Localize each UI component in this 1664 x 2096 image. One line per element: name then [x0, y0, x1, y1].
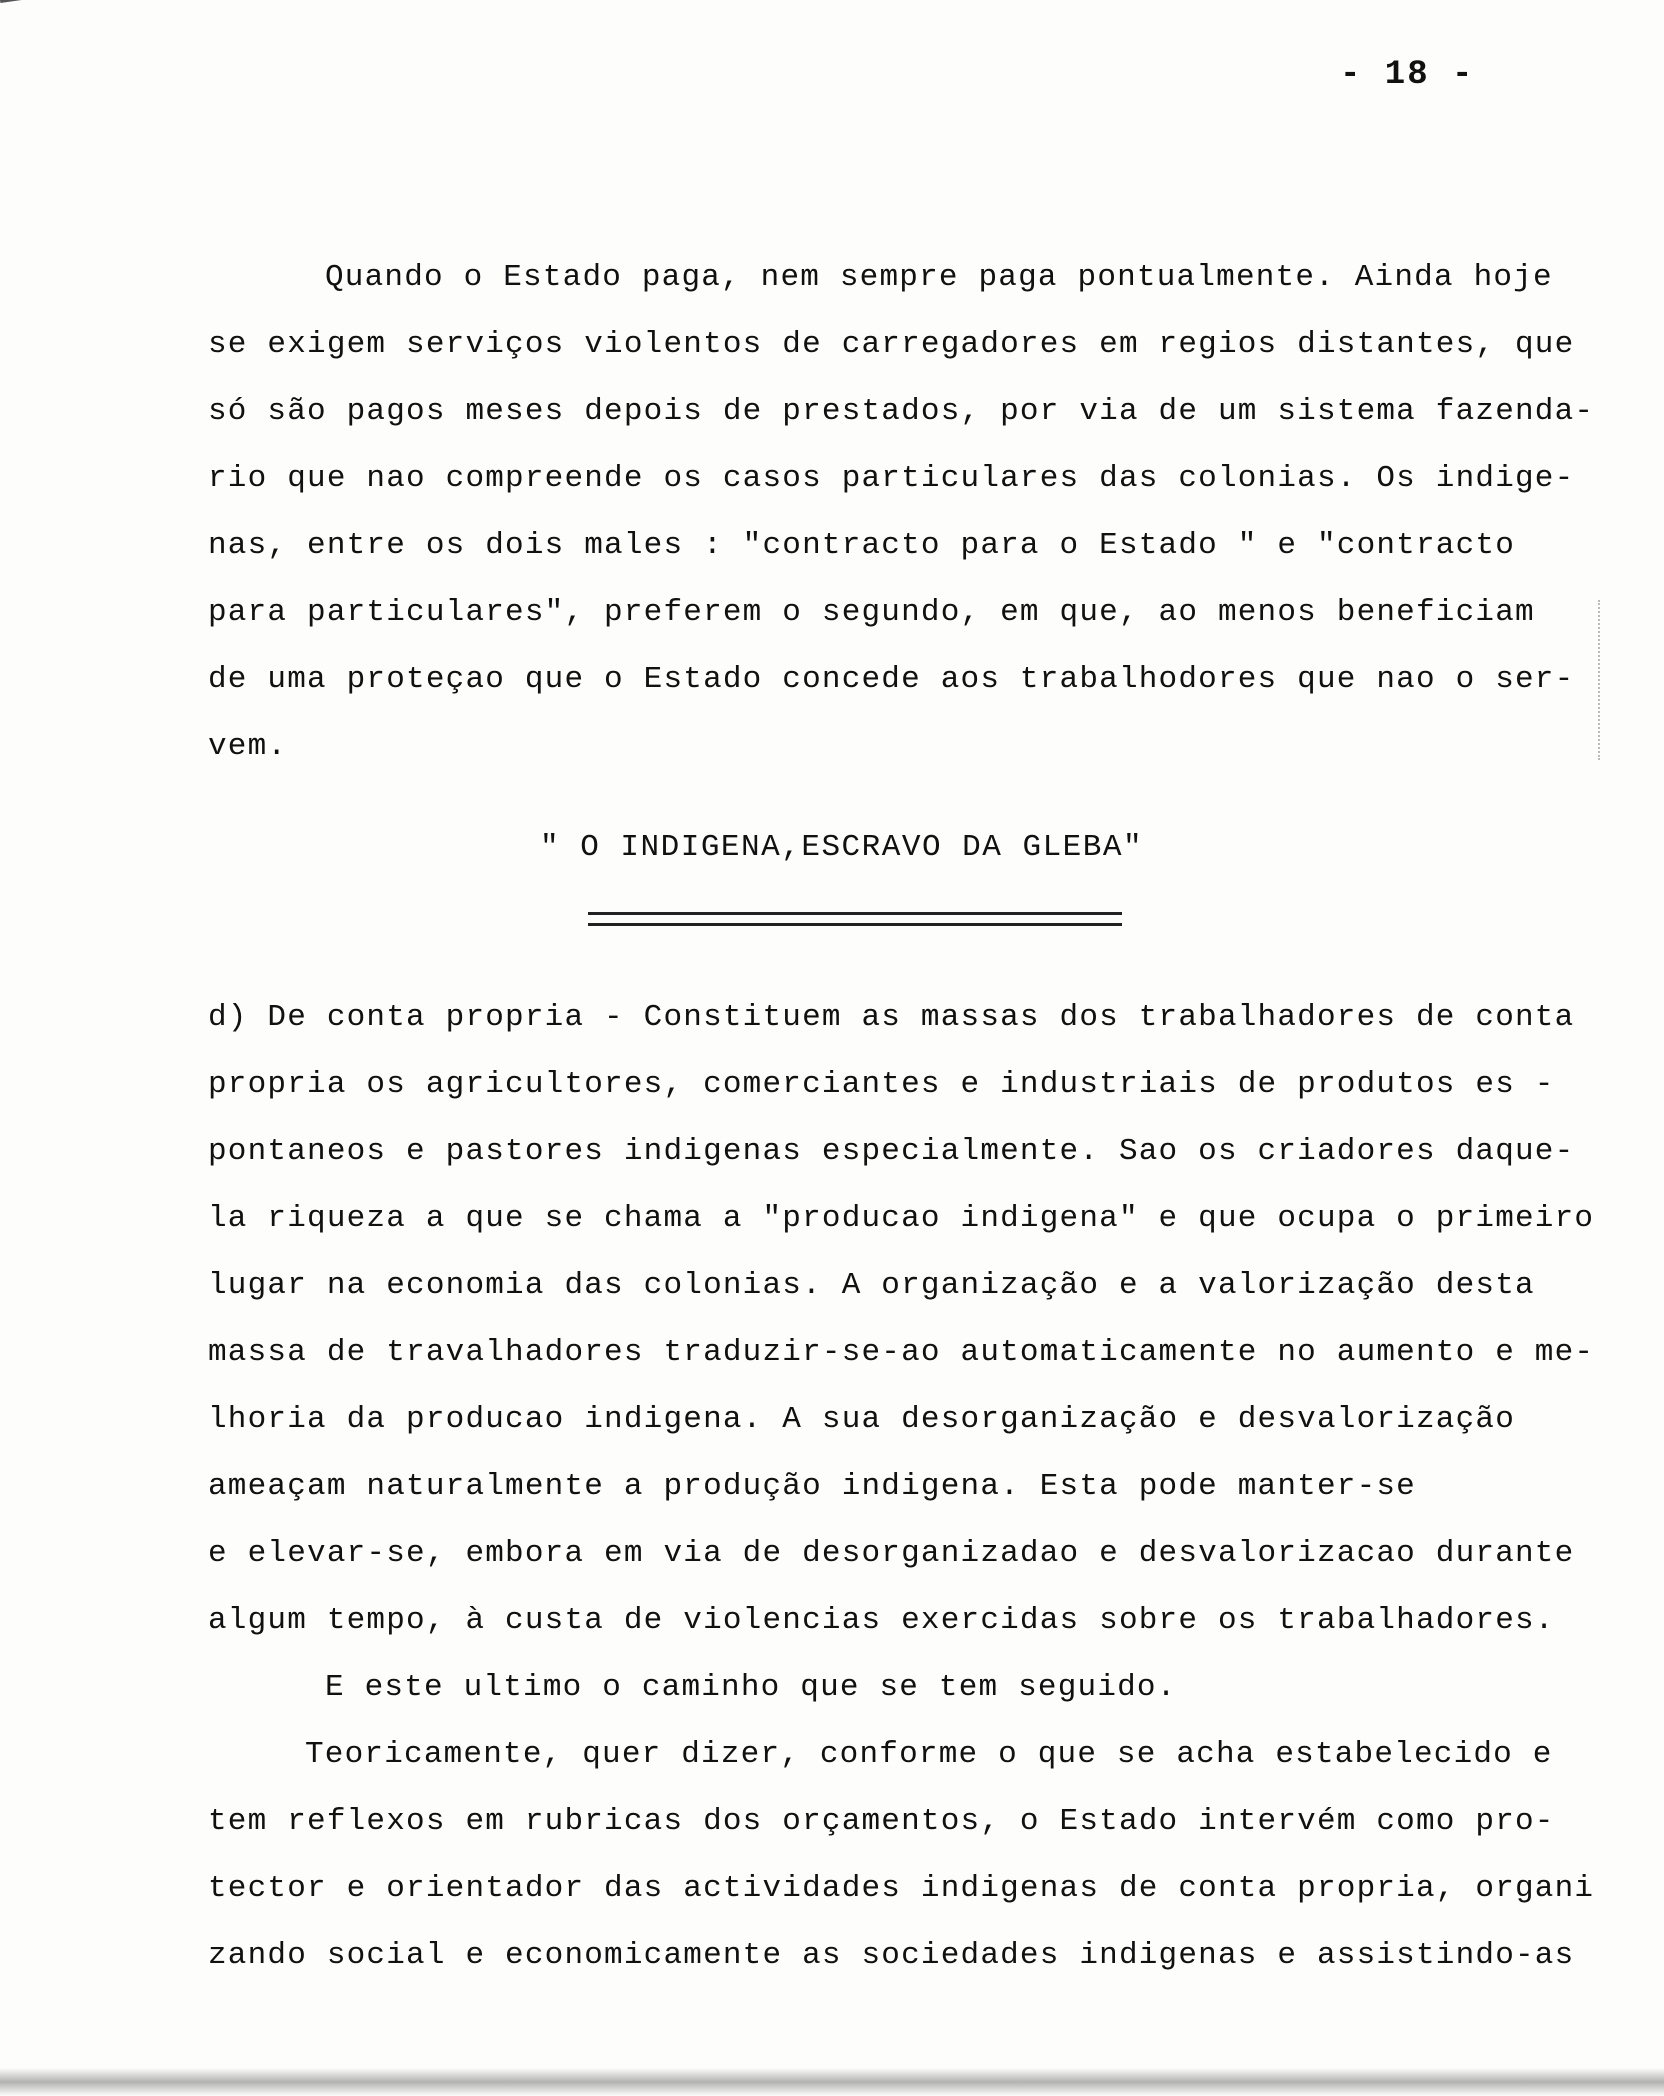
paragraph1-line-1: Quando o Estado paga, nem sempre paga pontualmente. Ainda hoje [325, 260, 1553, 295]
bottom-scan-smudge [0, 2068, 1664, 2096]
paragraph1-line-8: vem. [208, 729, 288, 764]
paragraph4-line-4: zando social e economicamente as sociedades indigenas e assistindo-as [208, 1938, 1575, 1973]
paragraph1-line-3: só são pagos meses depois de prestados, por via de um sistema fazenda- [208, 394, 1595, 429]
paragraph2-line-4: la riqueza a que se chama a "producao indigena" e que ocupa o primeiro [208, 1201, 1595, 1236]
page-number: - 18 - [1340, 56, 1475, 94]
paragraph2-line-10: algum tempo, à custa de violencias exercidas sobre os trabalhadores. [208, 1603, 1555, 1638]
paragraph3-line-1: E este ultimo o caminho que se tem seguido. [325, 1670, 1177, 1705]
paragraph2-line-6: massa de travalhadores traduzir-se-ao automaticamente no aumento e me- [208, 1335, 1595, 1370]
paragraph1-line-5: nas, entre os dois males : "contracto para o Estado " e "contracto [208, 528, 1515, 563]
section-heading: " O INDIGENA,ESCRAVO DA GLEBA" [540, 830, 1144, 865]
paragraph1-line-7: de uma proteçao que o Estado concede aos trabalhodores que nao o ser- [208, 662, 1575, 697]
paragraph2-line-5: lugar na economia das colonias. A organização e a valorização desta [208, 1268, 1535, 1303]
paragraph1-line-2: se exigem serviços violentos de carregadores em regios distantes, que [208, 327, 1575, 362]
paragraph1-line-6: para particulares", preferem o segundo, em que, ao menos beneficiam [208, 595, 1535, 630]
scan-artifact [1598, 600, 1606, 760]
corner-scan-mark [0, 0, 51, 13]
paragraph2-line-8: ameaçam naturalmente a produção indigena. Esta pode manter-se [208, 1469, 1416, 1504]
paragraph2-line-9: e elevar-se, embora em via de desorganizadao e desvalorizacao durante [208, 1536, 1575, 1571]
paragraph2-line-2: propria os agricultores, comerciantes e industriais de produtos es - [208, 1067, 1555, 1102]
paragraph4-line-2: tem reflexos em rubricas dos orçamentos, o Estado intervém como pro- [208, 1804, 1555, 1839]
paragraph1-line-4: rio que nao compreende os casos particulares das colonias. Os indige- [208, 461, 1575, 496]
paragraph2-line-7: lhoria da producao indigena. A sua desorganização e desvalorização [208, 1402, 1515, 1437]
paragraph2-line-1: d) De conta propria - Constituem as massas dos trabalhadores de conta [208, 1000, 1575, 1035]
paragraph4-line-1: Teoricamente, quer dizer, conforme o que se acha estabelecido e [305, 1737, 1553, 1772]
paragraph2-line-3: pontaneos e pastores indigenas especialmente. Sao os criadores daque- [208, 1134, 1575, 1169]
paragraph4-line-3: tector e orientador das actividades indigenas de conta propria, organi [208, 1871, 1595, 1906]
heading-underline [588, 912, 1122, 926]
